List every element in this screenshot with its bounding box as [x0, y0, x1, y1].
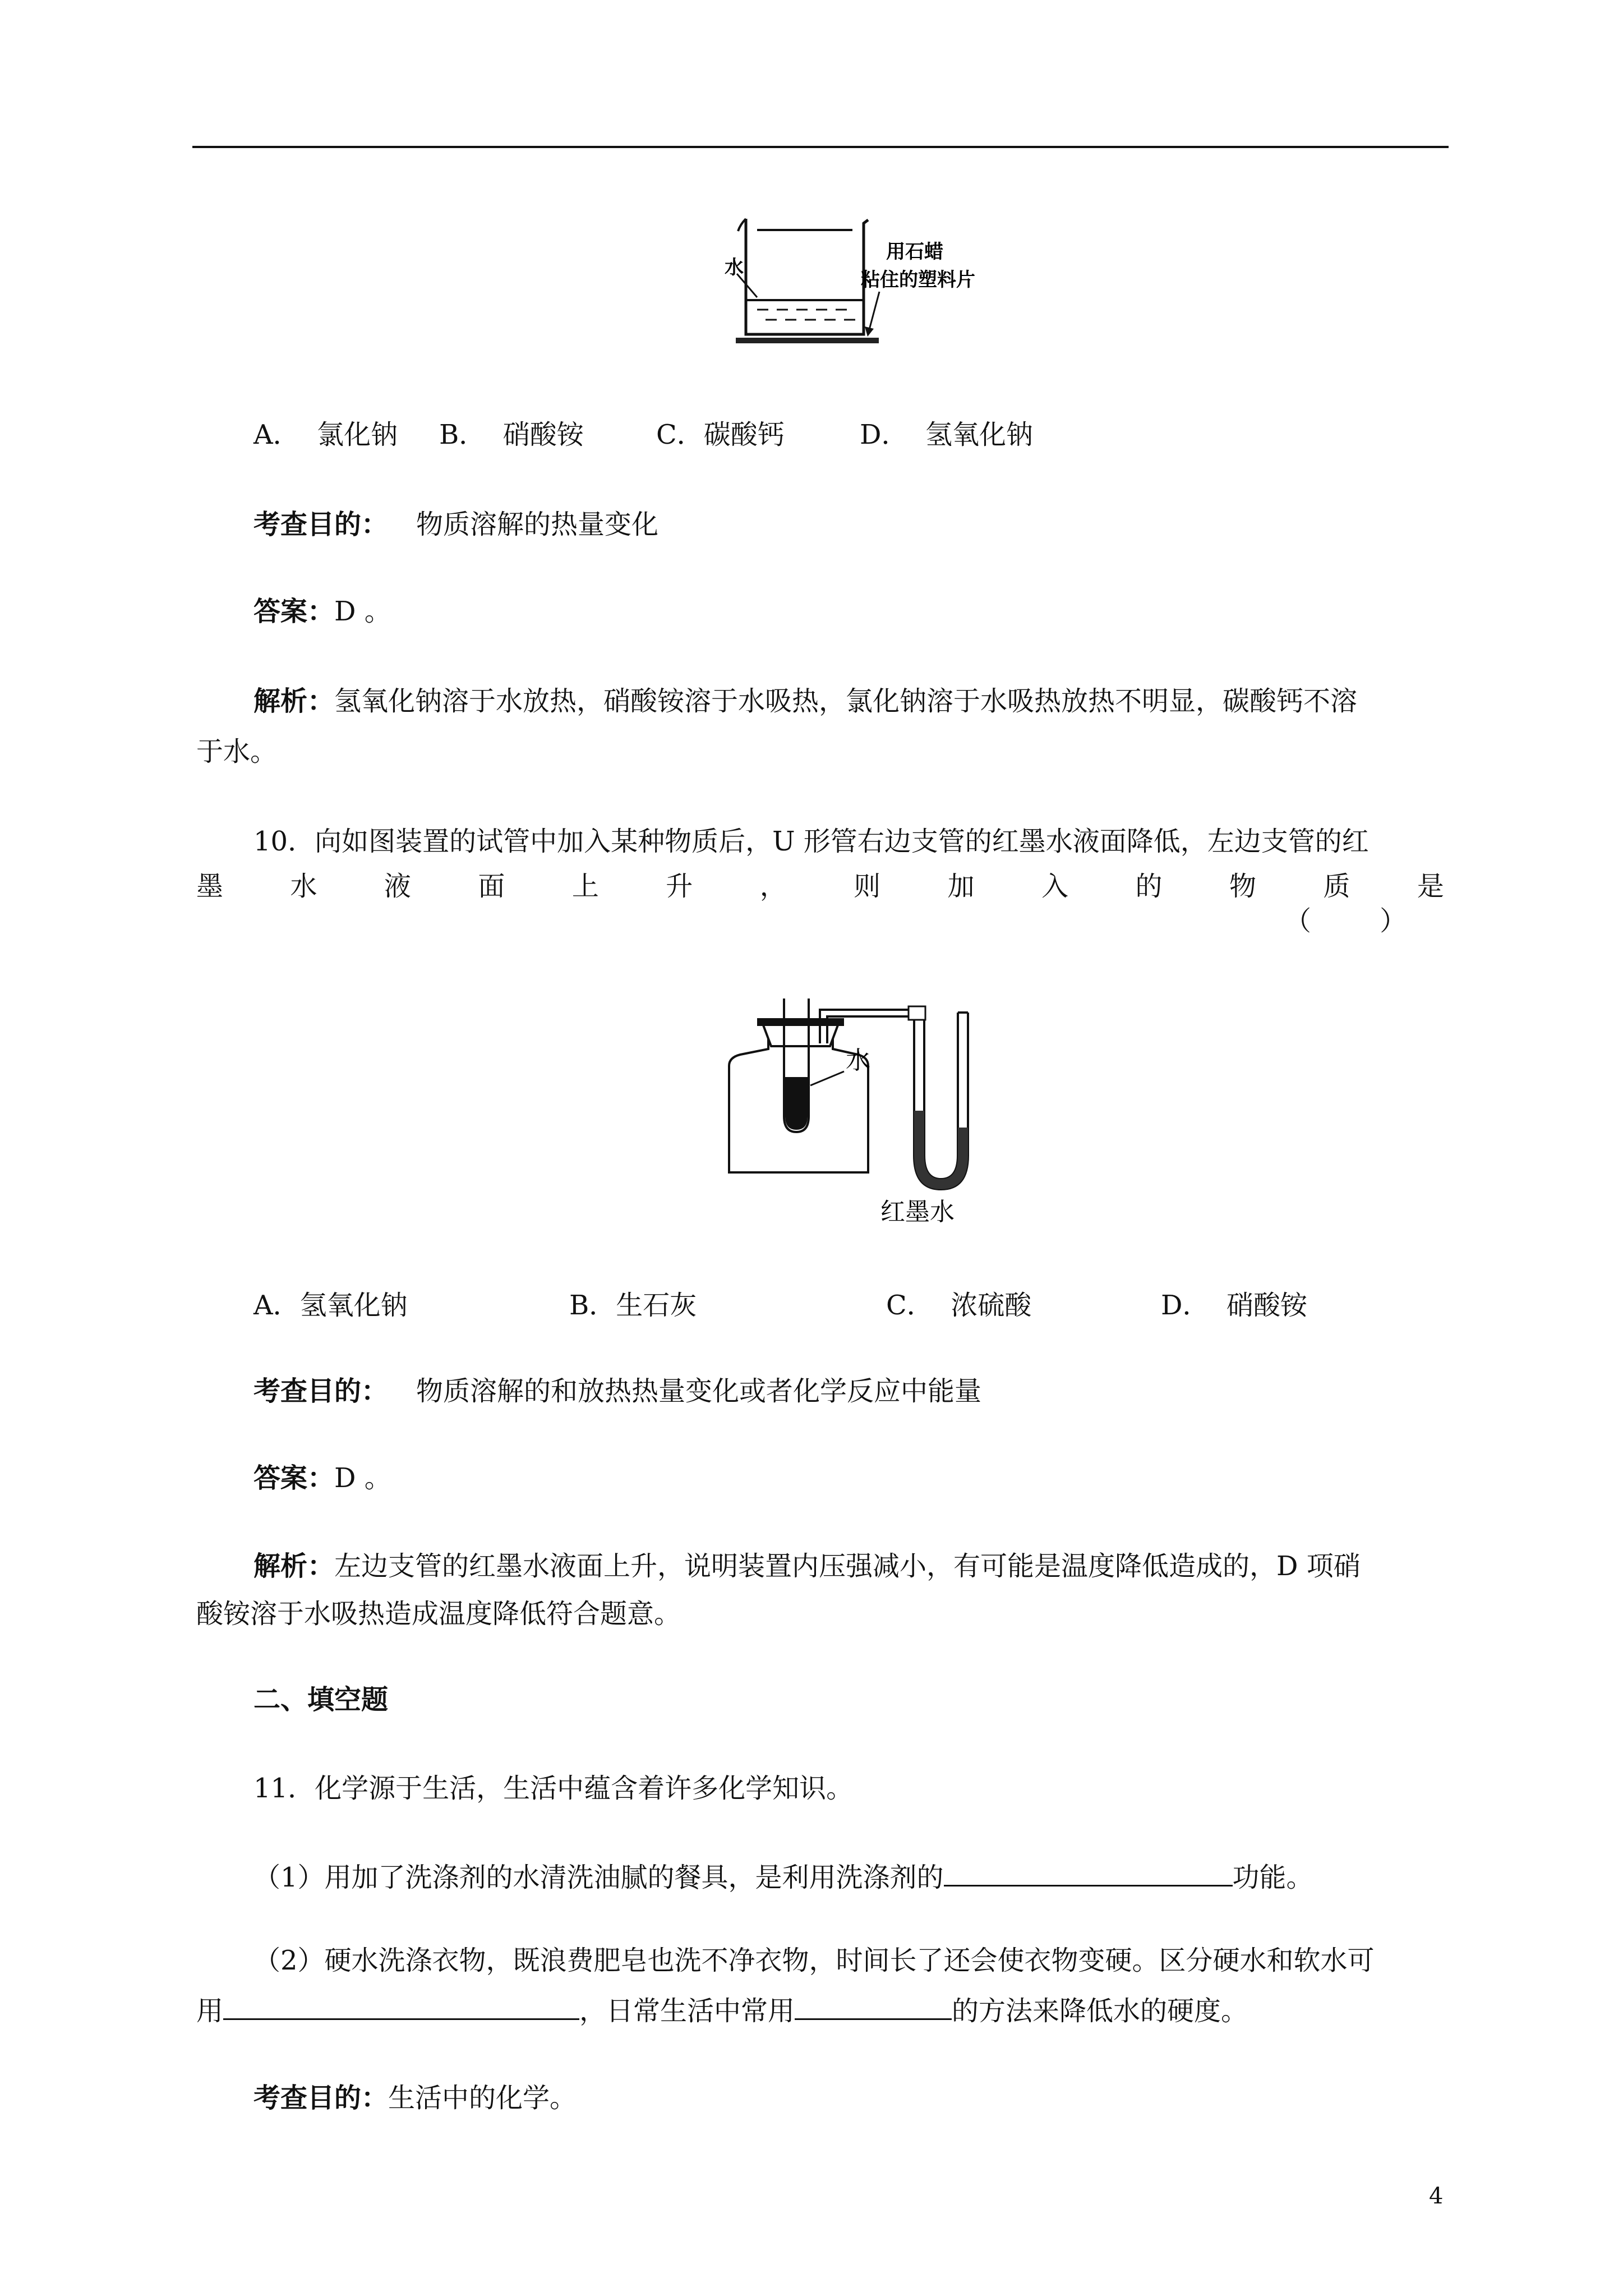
- q10-answer-paren: （ ）: [1284, 905, 1407, 937]
- header-rule: [192, 146, 1449, 148]
- page-number: 4: [1429, 2183, 1444, 2209]
- q9-option-a: A． 氯化钠: [253, 419, 398, 450]
- q10-option-a: A．氢氧化钠: [253, 1290, 408, 1321]
- q9-answer: 答案：D 。: [253, 596, 391, 627]
- plastic-plate: [736, 338, 879, 343]
- u-tube-figure: [723, 993, 987, 1240]
- q11-stem: 11．化学源于生活，生活中蕴含着许多化学知识。: [253, 1773, 854, 1804]
- q9-purpose: 考查目的： 物质溶解的热量变化: [253, 509, 659, 540]
- q11-part2-line2: 用 ，日常生活中常用 的方法来降低水的硬度。: [196, 1991, 1248, 2028]
- water-label: 水: [725, 256, 744, 279]
- q10-analysis-line2: 酸铵溶于水吸热造成温度降低符合题意。: [196, 1598, 681, 1630]
- q10-stem-line1: 10．向如图装置的试管中加入某种物质后，U 形管右边支管的红墨水液面降低，左边支管的红: [253, 826, 1369, 857]
- q11-blank-3[interactable]: [795, 1991, 952, 2020]
- q10-answer: 答案：D 。: [253, 1462, 391, 1494]
- plate-label-line1: 用石蜡: [886, 241, 943, 263]
- water-dashes: [757, 310, 855, 320]
- q11-purpose: 考查目的：生活中的化学。: [253, 2082, 577, 2114]
- q9-option-b: B． 硝酸铵: [439, 419, 584, 450]
- q10-option-b: B．生石灰: [569, 1290, 697, 1321]
- plate-label-line2: 粘住的塑料片: [861, 269, 975, 291]
- q10-option-c: C． 浓硫酸: [886, 1290, 1032, 1321]
- q10-stem-line2: 墨 水 液 面 上 升 ， 则 加 入 的 物 质 是: [196, 871, 1444, 902]
- q11-part1: （1）用加了洗涤剂的水清洗油腻的餐具，是利用洗涤剂的 功能。: [253, 1858, 1313, 1894]
- section-title: 二、填空题: [253, 1684, 389, 1715]
- q9-option-d: D． 氢氧化钠: [860, 419, 1034, 450]
- beaker-figure: [723, 208, 993, 353]
- q9-option-c: C．碳酸钙: [656, 419, 785, 450]
- q11-part2-line1: （2）硬水洗涤衣物，既浪费肥皂也洗不净衣物，时间长了还会使衣物变硬。区分硬水和软水可: [253, 1945, 1375, 1976]
- q10-option-d: D． 硝酸铵: [1161, 1290, 1308, 1321]
- beaker-outline: [746, 219, 868, 334]
- q10-purpose: 考查目的： 物质溶解的和放热热量变化或者化学反应中能量: [253, 1375, 982, 1407]
- q11-blank-1[interactable]: [944, 1858, 1233, 1887]
- q9-analysis-line2: 于水。: [196, 736, 278, 767]
- q11-blank-2[interactable]: [223, 1991, 579, 2020]
- q10-analysis-line1: 解析：左边支管的红墨水液面上升，说明装置内压强减小，有可能是温度降低造成的，D 项硝: [253, 1550, 1361, 1582]
- fig2-water-label: 水: [846, 1046, 870, 1075]
- q9-analysis-line1: 解析：氢氧化钠溶于水放热，硝酸铵溶于水吸热，氯化钠溶于水吸热放热不明显，碳酸钙不溶: [253, 685, 1358, 717]
- red-ink-label: 红墨水: [880, 1198, 955, 1226]
